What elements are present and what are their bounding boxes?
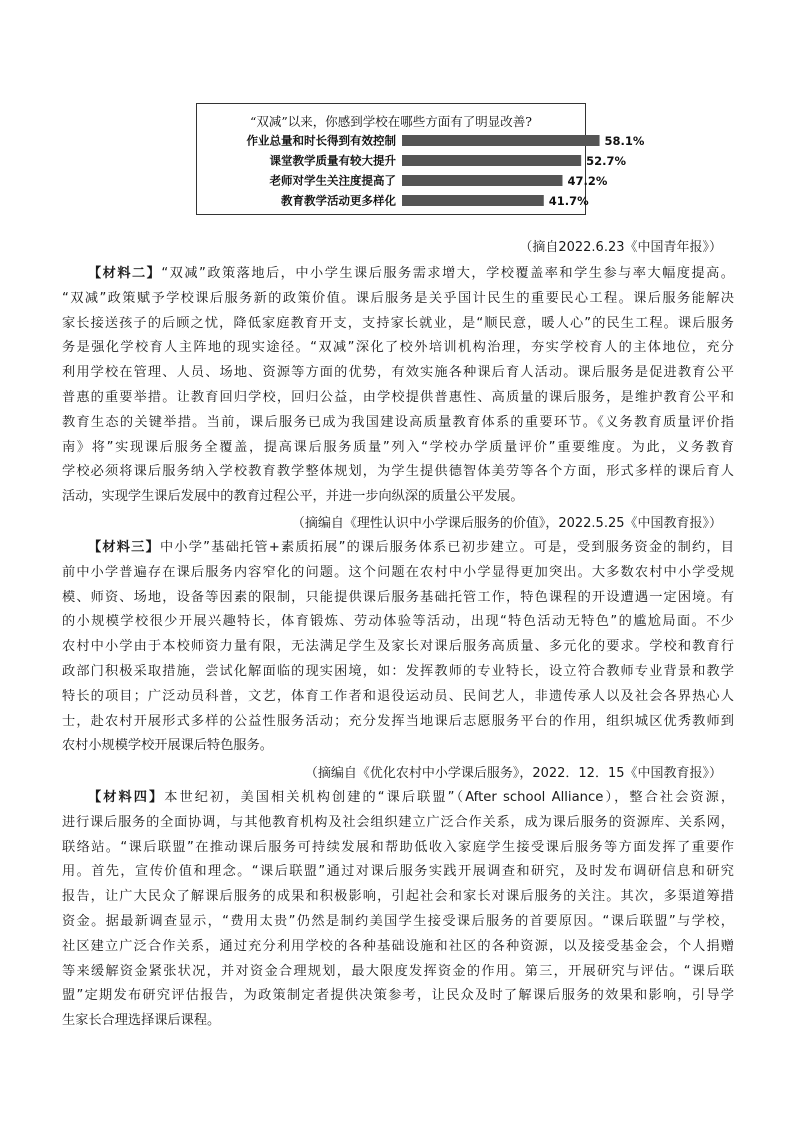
bar [402,195,544,206]
value-label: 52.7% [586,154,627,168]
material-2-line: 利用学校在管理、人员、场地、资源等方面的优势，有效实施各种课后育人活动。课后服务是促进教育公平 [62,365,734,381]
material-2-line: 教育生态的关键举措。当前，课后服务已成为我国建设高质量教育体系的重要环节。《义务教育质量评价指 [62,414,734,430]
material-2-line: “双减”政策赋予学校课后服务新的政策价值。课后服务是关乎国计民生的重要民心工程。课后服务能解决 [62,290,734,306]
material-2-line: 南》将”实现课后服务全覆盖，提高课后服务质量”列入“学校办学质量评价”重要维度。为此，义务教育 [62,439,734,455]
source-3: （摘编自《优化农村中小学课后服务》，2022．12．15《中国教育报》） [304,766,722,781]
material-4-line: 等来缓解资金紧张状况，并对资金合理规划，最大限度发挥资金的作用。第三，开展研究与评估。“课后联 [62,963,734,979]
material-3-line: 前中小学普遍存在课后服务内容窄化的问题。这个问题在农村中小学显得更加突出。大多数农村中小学受规 [62,564,734,580]
material-4-line: 进行课后服务的全面协调，与其他教育机构及社会组织建立广泛合作关系，成为课后服务的资源库、关系网， [62,814,734,830]
material-4-line: 【材料四】本世纪初，美国相关机构创建的“课后联盟”（After school Alliance），整合社会资源， [88,790,735,805]
material-2-line: 学校必须将课后服务纳入学校教育教学整体规划，为学生提供德智体美劳等各个方面，形式多样的课后育人 [62,464,734,480]
value-label: 41.7% [548,194,589,208]
material-4-line: 社区建立广泛合作关系，通过充分利用学校的各种基础设施和社区的各种资源，以及接受基金会，个人捐赠 [62,938,734,954]
material-2-line: 普惠的重要举措。让教育回归学校，回归公益，由学校提供普惠性、高质量的课后服务，是维护教育公平和 [62,389,734,405]
bar [402,155,581,166]
material-4-line: 报告，让广大民众了解课后服务的成果和积极影响，引起社会和家长对课后服务的关注。其次，多渠道筹措 [62,889,734,905]
material-3-line: 【材料三】中小学”基础托管+素质拓展”的课后服务体系已初步建立。可是，受到服务资金的制约，目 [88,540,734,555]
material-3-line: 特长的项目；广泛动员科普，文艺，体育工作者和退役运动员、民间艺人，非遗传承人以及社会各界热心人 [62,688,734,704]
material-4 [62,786,734,1034]
material-4-line: 资金。据最新调查显示，“费用太贵”仍然是制约美国学生接受课后服务的首要原因。“课后联盟”与学校， [62,913,734,929]
material-3-line: 的小规模学校很少开展兴趣特长，体育锻炼、劳动体验等活动，出现“特色活动无特色”的尴尬局面。不少 [62,614,734,630]
material-4-line: 用。首先，宣传价值和理念。“课后联盟”通过对课后服务实践开展调查和研究，及时发布调研信息和研究 [62,864,734,880]
source-1: （摘自2022.6.23《中国青年报》） [519,240,722,255]
material-2-line: 【材料二】“双减”政策落地后，中小学生课后服务需求增大，学校覆盖率和学生参与率大幅度提高。 [88,266,734,281]
material-3-line: 士，赴农村开展形式多样的公益性服务活动；充分发挥当地课后志愿服务平台的作用，组织城区优秀教师到 [62,713,734,729]
material-3-line: 农村中小学由于本校师资力量有限，无法满足学生及家长对课后服务高质量、多元化的要求。学校和教育行 [62,639,734,655]
material-3 [62,536,734,759]
material-3-tag: 【材料三】 [88,540,160,555]
bar [402,175,562,186]
material-2-tag: 【材料二】 [88,266,162,281]
material-4-line: 生家长合理选择课后课程。 [62,1013,221,1029]
survey-chart [196,103,645,215]
material-2 [62,262,734,510]
material-4-tag: 【材料四】 [88,790,165,805]
material-2-line: 务是强化学校育人主阵地的现实途径。“双减”深化了校外培训机构治理，夯实学校育人的主体地位，充分 [62,340,734,356]
chart-plot [197,104,645,216]
material-4-line: 盟”定期发布研究评估报告，为政策制定者提供决策参考，让民众及时了解课后服务的效果和影响，引导学 [62,988,734,1004]
chart-title: “双减”以来，你感到学校在哪些方面有了明显改善? [250,114,532,129]
bar [402,135,600,146]
material-2-line: 家长接送孩子的后顾之忧，降低家庭教育开支，支持家长就业，是“顺民意，暖人心”的民生工程。课后服务 [62,315,734,331]
material-3-line: 模、师资、场地，设备等因素的限制，只能提供课后服务基础托管工作，特色课程的开设遭遇一定困境。有 [62,589,734,605]
material-3-line: 政部门积极采取措施，尝试化解面临的现实困境，如：发挥教师的专业特长，设立符合教师专业背景和教学 [62,663,734,679]
value-label: 47.2% [567,174,608,188]
category-label: 教育教学活动更多样化 [281,193,396,208]
category-label: 老师对学生关注度提高了 [269,173,396,188]
category-label: 作业总量和时长得到有效控制 [246,133,396,148]
value-label: 58.1% [604,134,645,148]
source-2: （摘编自《理性认识中小学课后服务的价值》，2022.5.25《中国教育报》） [291,516,722,531]
category-label: 课堂教学质量有较大提升 [269,153,396,168]
material-3-line: 农村小规模学校开展课后特色服务。 [62,738,273,754]
material-2-line: 活动，实现学生课后发展中的教育过程公平，并进一步向纵深的质量公平发展。 [62,489,524,505]
material-4-line: 联络站。“课后联盟”在推动课后服务可持续发展和帮助低收入家庭学生接受课后服务等方面发挥了重要作 [62,839,734,855]
